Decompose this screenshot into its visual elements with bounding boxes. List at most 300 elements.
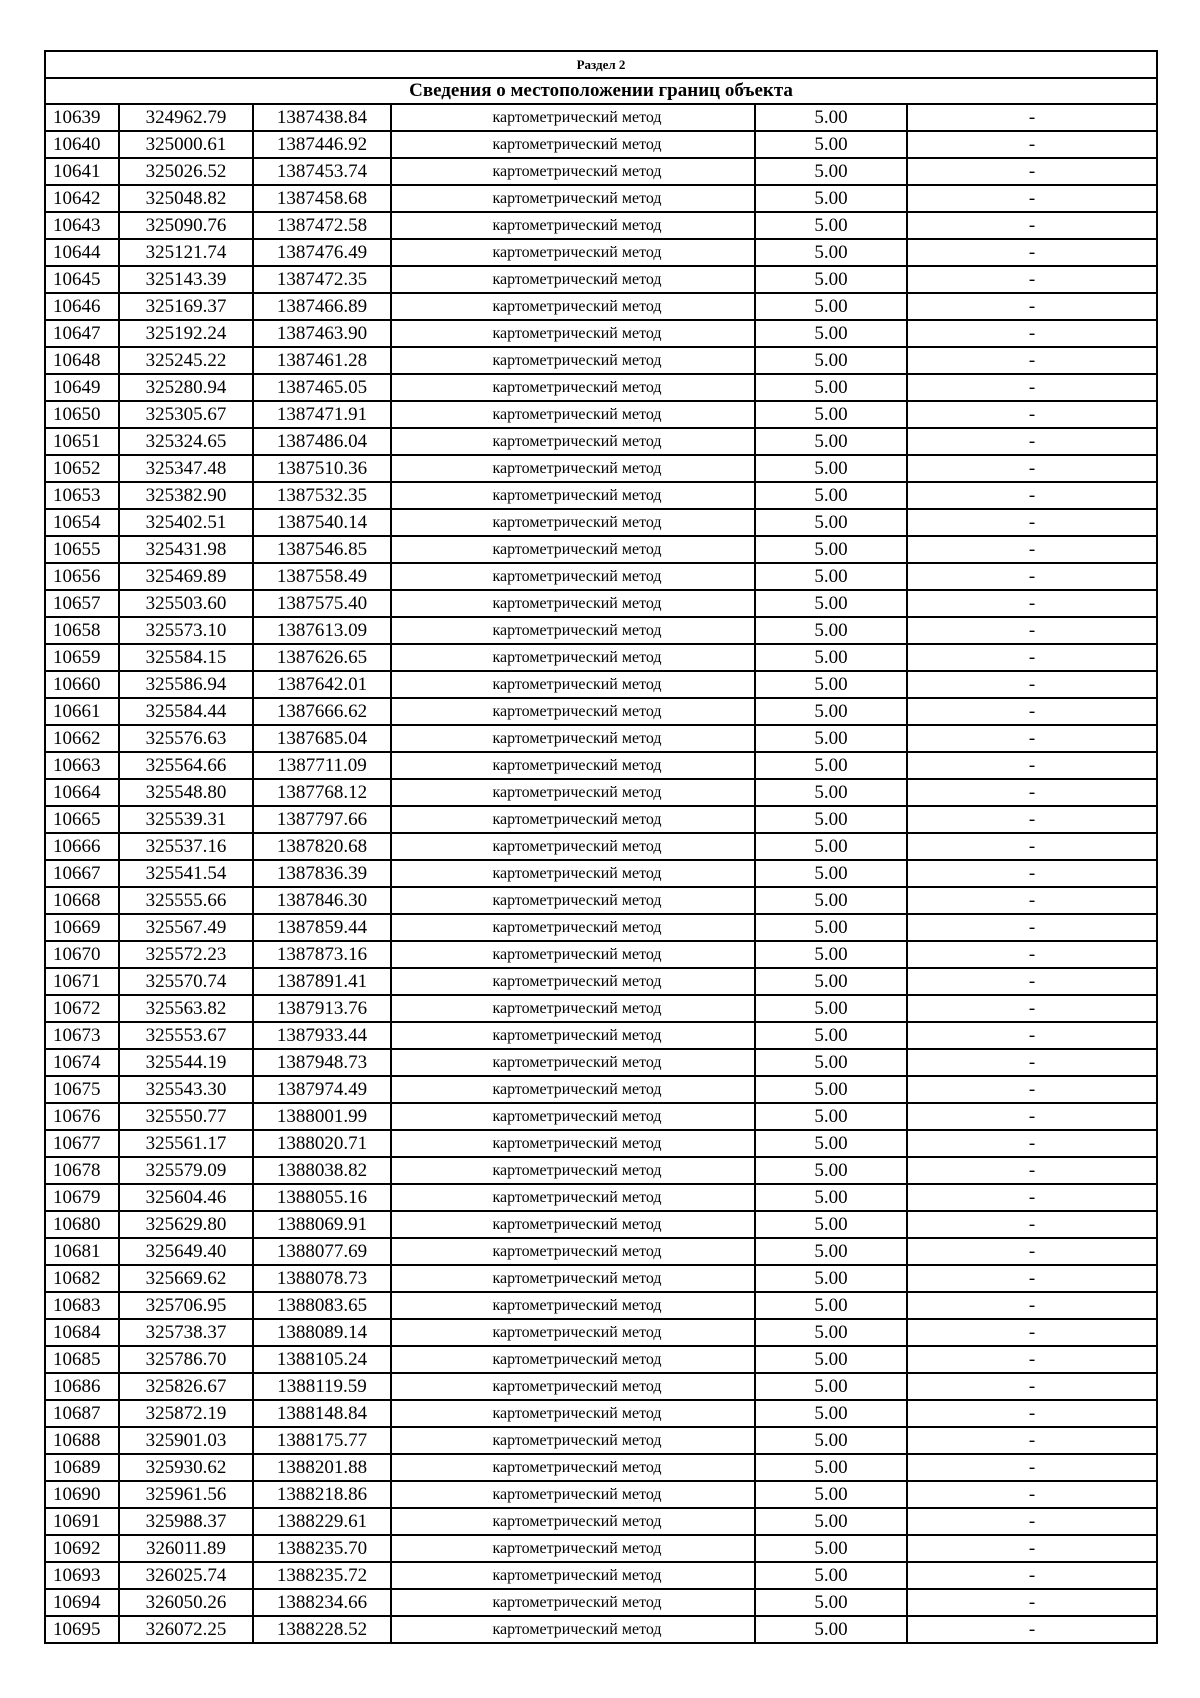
y-coordinate-cell: 1387768.12 — [253, 779, 391, 806]
x-coordinate-cell: 325090.76 — [119, 212, 253, 239]
table-row — [45, 1238, 1157, 1265]
note-cell: - — [907, 806, 1157, 833]
point-number-cell: 10678 — [45, 1157, 119, 1184]
point-number-cell: 10658 — [45, 617, 119, 644]
y-coordinate-cell: 1387476.49 — [253, 239, 391, 266]
method-cell: картометрический метод — [391, 1130, 755, 1157]
method-cell: картометрический метод — [391, 131, 755, 158]
point-number-cell: 10655 — [45, 536, 119, 563]
method-cell: картометрический метод — [391, 455, 755, 482]
table-row — [45, 1454, 1157, 1481]
x-coordinate-cell: 325584.15 — [119, 644, 253, 671]
point-number-cell: 10664 — [45, 779, 119, 806]
note-cell: - — [907, 968, 1157, 995]
method-cell: картометрический метод — [391, 1319, 755, 1346]
method-cell: картометрический метод — [391, 644, 755, 671]
point-number-cell: 10659 — [45, 644, 119, 671]
method-cell: картометрический метод — [391, 293, 755, 320]
table-row — [45, 1211, 1157, 1238]
note-cell: - — [907, 266, 1157, 293]
method-cell: картометрический метод — [391, 1589, 755, 1616]
accuracy-cell: 5.00 — [755, 806, 907, 833]
point-number-cell: 10651 — [45, 428, 119, 455]
note-cell: - — [907, 347, 1157, 374]
table-row — [45, 131, 1157, 158]
point-number-cell: 10687 — [45, 1400, 119, 1427]
y-coordinate-cell: 1387797.66 — [253, 806, 391, 833]
x-coordinate-cell: 325550.77 — [119, 1103, 253, 1130]
table-row — [45, 1508, 1157, 1535]
x-coordinate-cell: 324962.79 — [119, 104, 253, 131]
accuracy-cell: 5.00 — [755, 563, 907, 590]
note-cell: - — [907, 1130, 1157, 1157]
accuracy-cell: 5.00 — [755, 185, 907, 212]
point-number-cell: 10647 — [45, 320, 119, 347]
note-cell: - — [907, 698, 1157, 725]
x-coordinate-cell: 325988.37 — [119, 1508, 253, 1535]
table-row — [45, 158, 1157, 185]
y-coordinate-cell: 1388105.24 — [253, 1346, 391, 1373]
table-row — [45, 1103, 1157, 1130]
table-row — [45, 617, 1157, 644]
method-cell: картометрический метод — [391, 374, 755, 401]
note-cell: - — [907, 1319, 1157, 1346]
accuracy-cell: 5.00 — [755, 374, 907, 401]
note-cell: - — [907, 293, 1157, 320]
method-cell: картометрический метод — [391, 320, 755, 347]
table-row — [45, 455, 1157, 482]
method-cell: картометрический метод — [391, 1292, 755, 1319]
method-cell: картометрический метод — [391, 941, 755, 968]
point-number-cell: 10649 — [45, 374, 119, 401]
y-coordinate-cell: 1387575.40 — [253, 590, 391, 617]
method-cell: картометрический метод — [391, 1211, 755, 1238]
table-row — [45, 1346, 1157, 1373]
method-cell: картометрический метод — [391, 887, 755, 914]
note-cell: - — [907, 131, 1157, 158]
table-row — [45, 752, 1157, 779]
y-coordinate-cell: 1387465.05 — [253, 374, 391, 401]
method-cell: картометрический метод — [391, 698, 755, 725]
method-cell: картометрический метод — [391, 590, 755, 617]
point-number-cell: 10641 — [45, 158, 119, 185]
y-coordinate-cell: 1388089.14 — [253, 1319, 391, 1346]
x-coordinate-cell: 325544.19 — [119, 1049, 253, 1076]
x-coordinate-cell: 325000.61 — [119, 131, 253, 158]
x-coordinate-cell: 325347.48 — [119, 455, 253, 482]
x-coordinate-cell: 325503.60 — [119, 590, 253, 617]
method-cell: картометрический метод — [391, 968, 755, 995]
table-row — [45, 212, 1157, 239]
table-row — [45, 104, 1157, 131]
accuracy-cell: 5.00 — [755, 887, 907, 914]
y-coordinate-cell: 1387836.39 — [253, 860, 391, 887]
accuracy-cell: 5.00 — [755, 131, 907, 158]
point-number-cell: 10667 — [45, 860, 119, 887]
table-row — [45, 698, 1157, 725]
y-coordinate-cell: 1388201.88 — [253, 1454, 391, 1481]
accuracy-cell: 5.00 — [755, 212, 907, 239]
note-cell: - — [907, 1022, 1157, 1049]
point-number-cell: 10639 — [45, 104, 119, 131]
table-row — [45, 914, 1157, 941]
y-coordinate-cell: 1387472.58 — [253, 212, 391, 239]
x-coordinate-cell: 325901.03 — [119, 1427, 253, 1454]
method-cell: картометрический метод — [391, 806, 755, 833]
y-coordinate-cell: 1387466.89 — [253, 293, 391, 320]
y-coordinate-cell: 1387846.30 — [253, 887, 391, 914]
table-row — [45, 671, 1157, 698]
x-coordinate-cell: 325537.16 — [119, 833, 253, 860]
accuracy-cell: 5.00 — [755, 1103, 907, 1130]
note-cell: - — [907, 320, 1157, 347]
y-coordinate-cell: 1388235.72 — [253, 1562, 391, 1589]
x-coordinate-cell: 325930.62 — [119, 1454, 253, 1481]
accuracy-cell: 5.00 — [755, 1265, 907, 1292]
note-cell: - — [907, 1616, 1157, 1643]
point-number-cell: 10679 — [45, 1184, 119, 1211]
note-cell: - — [907, 104, 1157, 131]
point-number-cell: 10648 — [45, 347, 119, 374]
y-coordinate-cell: 1387486.04 — [253, 428, 391, 455]
accuracy-cell: 5.00 — [755, 239, 907, 266]
accuracy-cell: 5.00 — [755, 266, 907, 293]
note-cell: - — [907, 1346, 1157, 1373]
x-coordinate-cell: 325305.67 — [119, 401, 253, 428]
y-coordinate-cell: 1387891.41 — [253, 968, 391, 995]
method-cell: картометрический метод — [391, 671, 755, 698]
x-coordinate-cell: 325555.66 — [119, 887, 253, 914]
accuracy-cell: 5.00 — [755, 401, 907, 428]
y-coordinate-cell: 1388078.73 — [253, 1265, 391, 1292]
note-cell: - — [907, 671, 1157, 698]
point-number-cell: 10642 — [45, 185, 119, 212]
accuracy-cell: 5.00 — [755, 671, 907, 698]
y-coordinate-cell: 1388069.91 — [253, 1211, 391, 1238]
x-coordinate-cell: 325324.65 — [119, 428, 253, 455]
section-label: Раздел 2 — [45, 51, 1157, 78]
table-row — [45, 1400, 1157, 1427]
point-number-cell: 10660 — [45, 671, 119, 698]
accuracy-cell: 5.00 — [755, 1346, 907, 1373]
y-coordinate-cell: 1387820.68 — [253, 833, 391, 860]
accuracy-cell: 5.00 — [755, 1508, 907, 1535]
method-cell: картометрический метод — [391, 1535, 755, 1562]
point-number-cell: 10654 — [45, 509, 119, 536]
method-cell: картометрический метод — [391, 239, 755, 266]
y-coordinate-cell: 1388119.59 — [253, 1373, 391, 1400]
point-number-cell: 10689 — [45, 1454, 119, 1481]
point-number-cell: 10643 — [45, 212, 119, 239]
note-cell: - — [907, 1562, 1157, 1589]
method-cell: картометрический метод — [391, 1616, 755, 1643]
note-cell: - — [907, 1481, 1157, 1508]
note-cell: - — [907, 1265, 1157, 1292]
y-coordinate-cell: 1388001.99 — [253, 1103, 391, 1130]
note-cell: - — [907, 1184, 1157, 1211]
note-cell: - — [907, 1103, 1157, 1130]
x-coordinate-cell: 325563.82 — [119, 995, 253, 1022]
table-row — [45, 482, 1157, 509]
table-row — [45, 806, 1157, 833]
x-coordinate-cell: 325706.95 — [119, 1292, 253, 1319]
note-cell: - — [907, 1049, 1157, 1076]
accuracy-cell: 5.00 — [755, 1076, 907, 1103]
y-coordinate-cell: 1387933.44 — [253, 1022, 391, 1049]
table-row — [45, 1265, 1157, 1292]
y-coordinate-cell: 1387558.49 — [253, 563, 391, 590]
table-row — [45, 1535, 1157, 1562]
method-cell: картометрический метод — [391, 347, 755, 374]
method-cell: картометрический метод — [391, 860, 755, 887]
x-coordinate-cell: 325402.51 — [119, 509, 253, 536]
table-row — [45, 1616, 1157, 1643]
x-coordinate-cell: 325169.37 — [119, 293, 253, 320]
point-number-cell: 10650 — [45, 401, 119, 428]
y-coordinate-cell: 1387913.76 — [253, 995, 391, 1022]
x-coordinate-cell: 325567.49 — [119, 914, 253, 941]
y-coordinate-cell: 1387453.74 — [253, 158, 391, 185]
x-coordinate-cell: 325572.23 — [119, 941, 253, 968]
method-cell: картометрический метод — [391, 1373, 755, 1400]
method-cell: картометрический метод — [391, 995, 755, 1022]
note-cell: - — [907, 158, 1157, 185]
point-number-cell: 10692 — [45, 1535, 119, 1562]
method-cell: картометрический метод — [391, 1400, 755, 1427]
note-cell: - — [907, 455, 1157, 482]
point-number-cell: 10663 — [45, 752, 119, 779]
point-number-cell: 10690 — [45, 1481, 119, 1508]
note-cell: - — [907, 374, 1157, 401]
accuracy-cell: 5.00 — [755, 455, 907, 482]
x-coordinate-cell: 325561.17 — [119, 1130, 253, 1157]
table-row — [45, 293, 1157, 320]
table-row — [45, 1373, 1157, 1400]
table-row — [45, 860, 1157, 887]
y-coordinate-cell: 1388148.84 — [253, 1400, 391, 1427]
x-coordinate-cell: 326025.74 — [119, 1562, 253, 1589]
x-coordinate-cell: 325280.94 — [119, 374, 253, 401]
note-cell: - — [907, 941, 1157, 968]
accuracy-cell: 5.00 — [755, 1319, 907, 1346]
x-coordinate-cell: 325786.70 — [119, 1346, 253, 1373]
method-cell: картометрический метод — [391, 1427, 755, 1454]
method-cell: картометрический метод — [391, 1049, 755, 1076]
table-row — [45, 725, 1157, 752]
accuracy-cell: 5.00 — [755, 482, 907, 509]
note-cell: - — [907, 428, 1157, 455]
note-cell: - — [907, 833, 1157, 860]
point-number-cell: 10666 — [45, 833, 119, 860]
accuracy-cell: 5.00 — [755, 1427, 907, 1454]
point-number-cell: 10661 — [45, 698, 119, 725]
y-coordinate-cell: 1388228.52 — [253, 1616, 391, 1643]
y-coordinate-cell: 1388083.65 — [253, 1292, 391, 1319]
accuracy-cell: 5.00 — [755, 1211, 907, 1238]
table-row — [45, 995, 1157, 1022]
accuracy-cell: 5.00 — [755, 428, 907, 455]
table-row — [45, 266, 1157, 293]
point-number-cell: 10673 — [45, 1022, 119, 1049]
accuracy-cell: 5.00 — [755, 1616, 907, 1643]
note-cell: - — [907, 887, 1157, 914]
table-row — [45, 428, 1157, 455]
accuracy-cell: 5.00 — [755, 1157, 907, 1184]
method-cell: картометрический метод — [391, 428, 755, 455]
y-coordinate-cell: 1387471.91 — [253, 401, 391, 428]
x-coordinate-cell: 325961.56 — [119, 1481, 253, 1508]
point-number-cell: 10653 — [45, 482, 119, 509]
table-row — [45, 779, 1157, 806]
accuracy-cell: 5.00 — [755, 752, 907, 779]
x-coordinate-cell: 325469.89 — [119, 563, 253, 590]
accuracy-cell: 5.00 — [755, 158, 907, 185]
accuracy-cell: 5.00 — [755, 644, 907, 671]
y-coordinate-cell: 1387472.35 — [253, 266, 391, 293]
note-cell: - — [907, 590, 1157, 617]
table-row — [45, 1184, 1157, 1211]
point-number-cell: 10669 — [45, 914, 119, 941]
point-number-cell: 10694 — [45, 1589, 119, 1616]
x-coordinate-cell: 326050.26 — [119, 1589, 253, 1616]
y-coordinate-cell: 1388235.70 — [253, 1535, 391, 1562]
accuracy-cell: 5.00 — [755, 1238, 907, 1265]
x-coordinate-cell: 325431.98 — [119, 536, 253, 563]
note-cell: - — [907, 617, 1157, 644]
table-row — [45, 185, 1157, 212]
accuracy-cell: 5.00 — [755, 1589, 907, 1616]
point-number-cell: 10686 — [45, 1373, 119, 1400]
method-cell: картометрический метод — [391, 833, 755, 860]
y-coordinate-cell: 1387685.04 — [253, 725, 391, 752]
x-coordinate-cell: 325548.80 — [119, 779, 253, 806]
table-row — [45, 536, 1157, 563]
note-cell: - — [907, 860, 1157, 887]
accuracy-cell: 5.00 — [755, 617, 907, 644]
point-number-cell: 10652 — [45, 455, 119, 482]
table-row — [45, 1076, 1157, 1103]
accuracy-cell: 5.00 — [755, 1454, 907, 1481]
accuracy-cell: 5.00 — [755, 509, 907, 536]
accuracy-cell: 5.00 — [755, 1562, 907, 1589]
section-row — [45, 51, 1157, 78]
y-coordinate-cell: 1387642.01 — [253, 671, 391, 698]
x-coordinate-cell: 325245.22 — [119, 347, 253, 374]
x-coordinate-cell: 325564.66 — [119, 752, 253, 779]
x-coordinate-cell: 325576.63 — [119, 725, 253, 752]
table-row — [45, 1157, 1157, 1184]
note-cell: - — [907, 536, 1157, 563]
y-coordinate-cell: 1387859.44 — [253, 914, 391, 941]
y-coordinate-cell: 1387463.90 — [253, 320, 391, 347]
x-coordinate-cell: 325649.40 — [119, 1238, 253, 1265]
x-coordinate-cell: 325573.10 — [119, 617, 253, 644]
note-cell: - — [907, 185, 1157, 212]
table-body — [45, 51, 1157, 1643]
point-number-cell: 10670 — [45, 941, 119, 968]
note-cell: - — [907, 1454, 1157, 1481]
y-coordinate-cell: 1388175.77 — [253, 1427, 391, 1454]
accuracy-cell: 5.00 — [755, 1535, 907, 1562]
y-coordinate-cell: 1387532.35 — [253, 482, 391, 509]
accuracy-cell: 5.00 — [755, 1373, 907, 1400]
table-title: Сведения о местоположении границ объекта — [45, 78, 1157, 104]
y-coordinate-cell: 1388055.16 — [253, 1184, 391, 1211]
x-coordinate-cell: 325604.46 — [119, 1184, 253, 1211]
x-coordinate-cell: 325553.67 — [119, 1022, 253, 1049]
note-cell: - — [907, 1211, 1157, 1238]
x-coordinate-cell: 325048.82 — [119, 185, 253, 212]
method-cell: картометрический метод — [391, 482, 755, 509]
x-coordinate-cell: 325543.30 — [119, 1076, 253, 1103]
table-row — [45, 1427, 1157, 1454]
x-coordinate-cell: 326011.89 — [119, 1535, 253, 1562]
table-row — [45, 239, 1157, 266]
point-number-cell: 10644 — [45, 239, 119, 266]
accuracy-cell: 5.00 — [755, 104, 907, 131]
title-row — [45, 78, 1157, 104]
table-row — [45, 1481, 1157, 1508]
method-cell: картометрический метод — [391, 401, 755, 428]
note-cell: - — [907, 1157, 1157, 1184]
point-number-cell: 10674 — [45, 1049, 119, 1076]
x-coordinate-cell: 325872.19 — [119, 1400, 253, 1427]
point-number-cell: 10681 — [45, 1238, 119, 1265]
note-cell: - — [907, 1427, 1157, 1454]
method-cell: картометрический метод — [391, 1265, 755, 1292]
method-cell: картометрический метод — [391, 1238, 755, 1265]
y-coordinate-cell: 1387438.84 — [253, 104, 391, 131]
table-row — [45, 644, 1157, 671]
note-cell: - — [907, 752, 1157, 779]
x-coordinate-cell: 325579.09 — [119, 1157, 253, 1184]
x-coordinate-cell: 325570.74 — [119, 968, 253, 995]
y-coordinate-cell: 1388038.82 — [253, 1157, 391, 1184]
table-row — [45, 374, 1157, 401]
point-number-cell: 10680 — [45, 1211, 119, 1238]
point-number-cell: 10688 — [45, 1427, 119, 1454]
x-coordinate-cell: 325539.31 — [119, 806, 253, 833]
point-number-cell: 10683 — [45, 1292, 119, 1319]
x-coordinate-cell: 325586.94 — [119, 671, 253, 698]
table-row — [45, 1589, 1157, 1616]
accuracy-cell: 5.00 — [755, 914, 907, 941]
method-cell: картометрический метод — [391, 752, 755, 779]
x-coordinate-cell: 325121.74 — [119, 239, 253, 266]
note-cell: - — [907, 1535, 1157, 1562]
point-number-cell: 10672 — [45, 995, 119, 1022]
accuracy-cell: 5.00 — [755, 1400, 907, 1427]
accuracy-cell: 5.00 — [755, 995, 907, 1022]
table-row — [45, 509, 1157, 536]
accuracy-cell: 5.00 — [755, 1022, 907, 1049]
accuracy-cell: 5.00 — [755, 941, 907, 968]
point-number-cell: 10657 — [45, 590, 119, 617]
point-number-cell: 10656 — [45, 563, 119, 590]
accuracy-cell: 5.00 — [755, 536, 907, 563]
y-coordinate-cell: 1387873.16 — [253, 941, 391, 968]
point-number-cell: 10695 — [45, 1616, 119, 1643]
method-cell: картометрический метод — [391, 158, 755, 185]
note-cell: - — [907, 212, 1157, 239]
point-number-cell: 10693 — [45, 1562, 119, 1589]
method-cell: картометрический метод — [391, 266, 755, 293]
table-row — [45, 1130, 1157, 1157]
accuracy-cell: 5.00 — [755, 968, 907, 995]
point-number-cell: 10685 — [45, 1346, 119, 1373]
accuracy-cell: 5.00 — [755, 833, 907, 860]
accuracy-cell: 5.00 — [755, 1184, 907, 1211]
